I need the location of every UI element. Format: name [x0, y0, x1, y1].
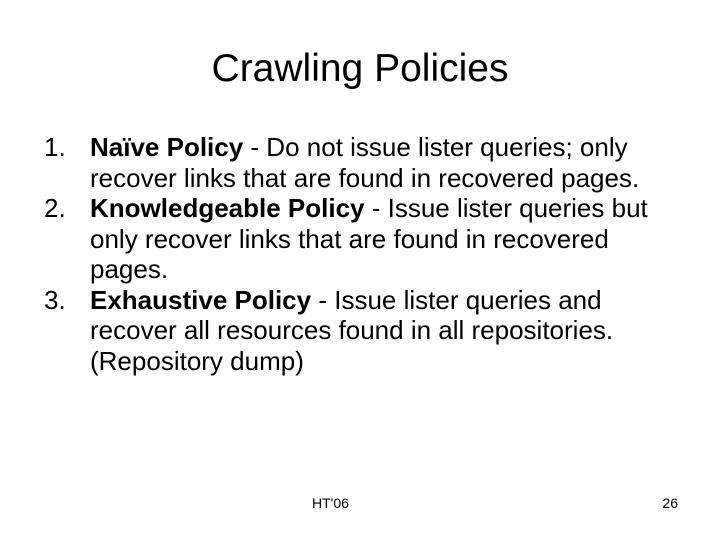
- list-number: 1.: [44, 132, 66, 162]
- policy-name: Knowledgeable Policy: [90, 193, 365, 223]
- policy-list: [44, 132, 684, 376]
- policy-item-naive: [44, 132, 684, 193]
- policy-item-knowledgeable: [44, 193, 684, 285]
- policy-name: Exhaustive Policy: [90, 284, 312, 315]
- policy-description: - Issue lister queries but only recover links that are found in recovered pages.: [90, 193, 655, 284]
- policy-description: - Issue lister queries and recover all resources found in all repositories. (Repository dump): [90, 284, 628, 376]
- page-number: 26: [662, 495, 678, 511]
- policy-name: Naïve Policy: [90, 132, 244, 162]
- footer-conference-label: HT'06: [312, 495, 349, 511]
- list-number: 2.: [44, 193, 66, 223]
- list-number: 3.: [44, 284, 66, 315]
- slide-title: Crawling Policies: [211, 47, 509, 90]
- policy-description: - Do not issue lister queries; only recover links that are found in recovered pages.: [90, 132, 640, 193]
- policy-item-exhaustive: [44, 285, 684, 377]
